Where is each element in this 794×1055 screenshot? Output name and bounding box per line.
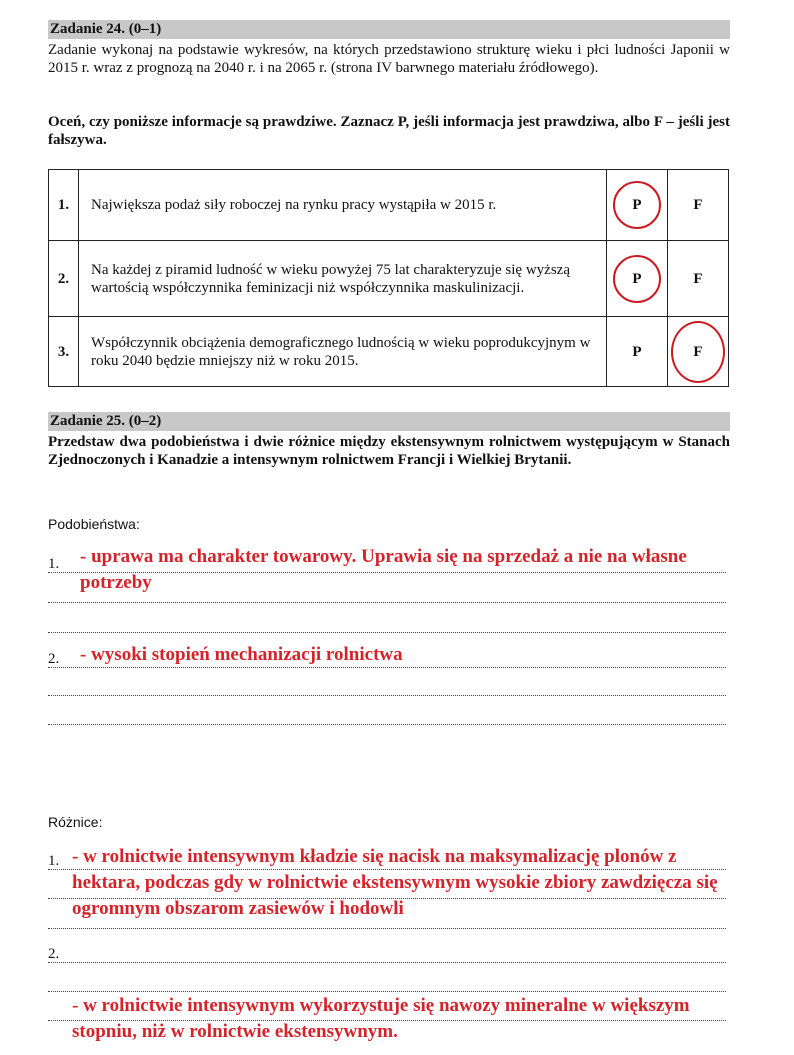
task-24-header: Zadanie 24. (0–1) [48,20,730,39]
table-row [49,241,729,317]
option-f-label: F [693,270,703,287]
task-24-instruction: Oceń, czy poniższe informacje są prawdziwe. Zaznacz P, jeśli informacja jest prawdziwa, albo F – jeśli jest fałszywa. [48,114,730,148]
option-f-cell[interactable] [668,170,729,241]
difference-answer-1: - w rolnictwie intensywnym kładzie się nacisk na maksymalizację plonów z hektara, podczas gdy w rolnictwie ekstensywnym wysokie zbiory zawdzięcza się ogromnym obszarom zasiewów i hodowli [72,846,718,919]
option-f-cell[interactable] [668,317,729,387]
option-f-label: F [693,343,703,360]
statement-text: Największa podaż siły roboczej na rynku pracy wystąpiła w 2015 r. [79,170,607,241]
differences-label: Różnice: [48,814,103,830]
table-row [49,170,729,241]
row-number: 2. [49,241,79,317]
answer-line [48,601,726,603]
answer-number: 1. [48,853,60,869]
task-24-intro: Zadanie wykonaj na podstawie wykresów, na których przedstawiono strukturę wieku i płci ludności Japonii w 2015 r. wraz z prognozą na 2040 r. i na 2065 r. (strona IV barwnego materiału źródłowego). [48,42,730,76]
option-p-label: P [632,197,642,213]
option-f-cell[interactable] [668,241,729,317]
table-row [49,317,729,387]
answer-line [48,723,726,725]
option-f-label: F [693,197,703,213]
answer-line [48,631,726,633]
similarity-answer-2: - wysoki stopień mechanizacji rolnictwa [80,644,403,665]
answer-line [48,927,726,929]
statement-text: Na każdej z piramid ludność w wieku powyżej 75 lat charakteryzuje się wyższą wartością współczynnika feminizacji niż współczynnika maskulinizacji. [79,241,607,317]
option-p-cell[interactable] [607,317,668,387]
option-p-label: P [632,343,642,360]
statement-text: Współczynnik obciążenia demograficznego ludnością w wieku poprodukcyjnym w roku 2040 będzie mniejszy niż w roku 2015. [79,317,607,387]
answer-number: 2. [48,946,60,962]
option-p-cell[interactable] [607,170,668,241]
similarity-answer-1: - uprawa ma charakter towarowy. Uprawia się na sprzedaż a nie na własne potrzeby [80,546,687,593]
answer-number: 2. [48,651,60,667]
row-number: 3. [49,317,79,387]
true-false-table [48,169,729,387]
answer-line [48,961,726,963]
option-p-label: P [632,270,642,287]
answer-line [48,694,726,696]
selection-circle-icon [671,321,725,383]
similarities-label: Podobieństwa: [48,516,140,532]
difference-answer-2: - w rolnictwie intensywnym wykorzystuje się nawozy mineralne w większym stopniu, niż w rolnictwie ekstensywnym. [72,995,690,1042]
selection-circle-icon [613,181,661,229]
row-number: 1. [49,170,79,241]
selection-circle-icon [613,255,661,303]
answer-line [48,990,726,992]
answer-number: 1. [48,556,60,572]
task-25-instruction: Przedstaw dwa podobieństwa i dwie różnice między ekstensywnym rolnictwem występującym w Stanach Zjednoczonych i Kanadzie a intensywnym rolnictwem Francji i Wielkiej Brytanii. [48,434,730,468]
task-25-header: Zadanie 25. (0–2) [48,412,730,431]
option-p-cell[interactable] [607,241,668,317]
